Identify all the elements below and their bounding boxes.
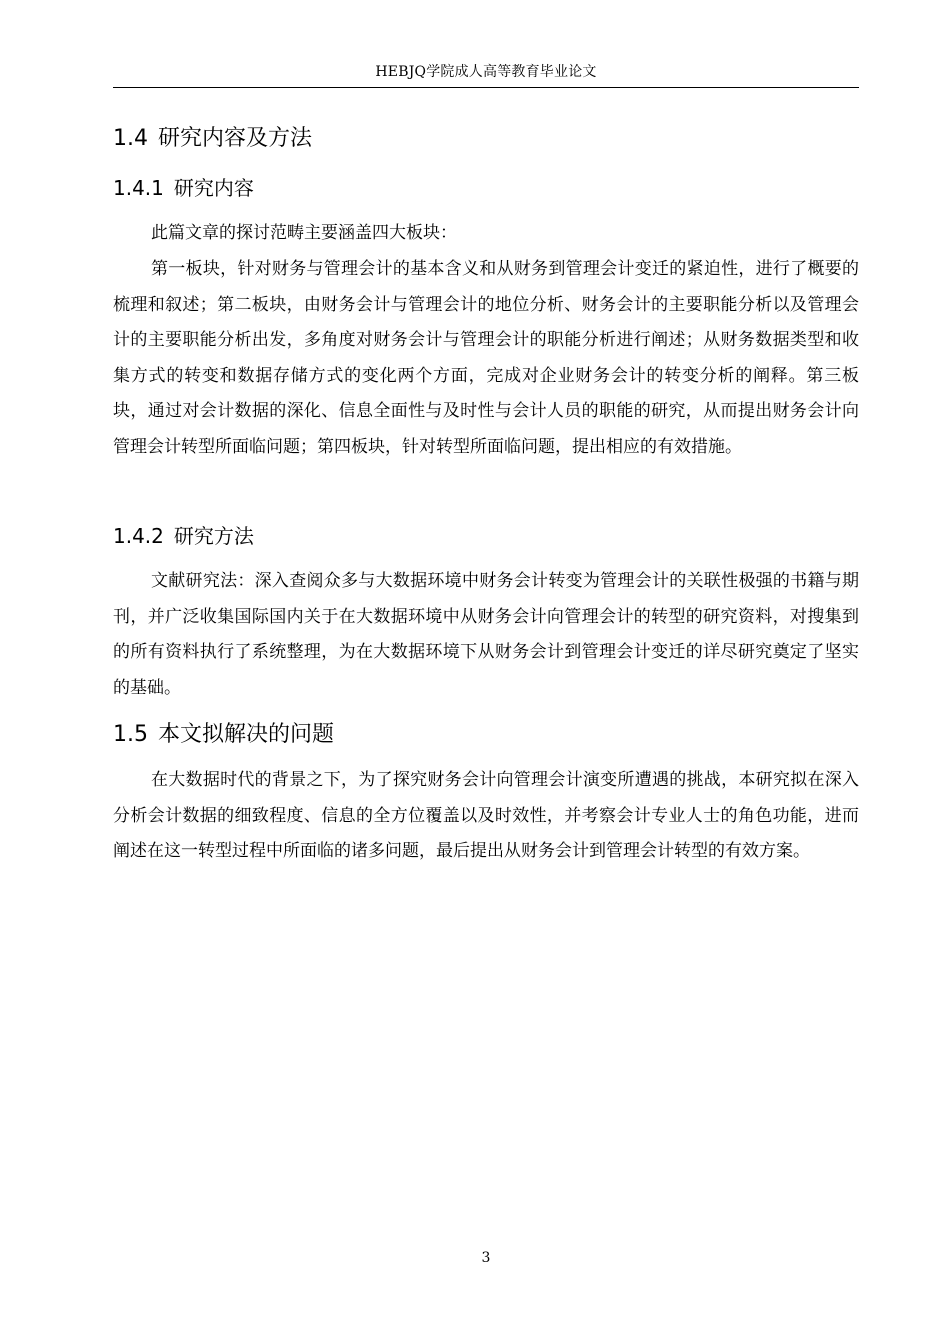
paragraph-scope-intro: 此篇文章的探讨范畴主要涵盖四大板块：: [151, 223, 457, 243]
heading-1-5: [113, 720, 334, 750]
heading-title: 研究内容: [173, 176, 254, 200]
heading-title: 本文拟解决的问题: [158, 722, 335, 747]
running-header: HEBJQ学院成人高等教育毕业论文: [375, 64, 597, 80]
paragraph-four-sections: 第一板块，针对财务与管理会计的基本含义和从财务到管理会计变迁的紧迫性，进行了概要的梳理和叙述；第二板块，由财务会计与管理会计的地位分析、财务会计的主要职能分析以及管理会计的主要职能分析出发，多角度对财务会计与管理会计的职能分析进行阐述；从财务数据类型和收集方式的转变和数据存储方式的变化两个方面，完成对企业财务会计的转变分析的阐释。第三板块，通过对会计数据的深化、信息全面性与及时性与会计人员的职能的研究，从而提出财务会计向管理会计转型所面临问题；第四板块，针对转型所面临问题，提出相应的有效措施。: [113, 259, 859, 457]
paragraph-literature-method: 文献研究法：深入查阅众多与大数据环境中财务会计转变为管理会计的关联性极强的书籍与期刊，并广泛收集国际国内关于在大数据环境中从财务会计向管理会计的转型的研究资料，对搜集到的所有资料执行了系统整理，为在大数据环境下从财务会计到管理会计变迁的详尽研究奠定了坚实的基础。: [113, 571, 859, 698]
heading-1-4-2: [113, 522, 254, 550]
header-divider: [113, 87, 859, 88]
heading-title: 研究内容及方法: [158, 126, 313, 151]
heading-number: 1.4.1: [113, 176, 164, 200]
heading-number: 1.4: [113, 126, 148, 151]
paragraph-problems: 在大数据时代的背景之下，为了探究财务会计向管理会计演变所遭遇的挑战，本研究拟在深入分析会计数据的细致程度、信息的全方位覆盖以及时效性，并考察会计专业人士的角色功能，进而阐述在这一转型过程中所面临的诸多问题，最后提出从财务会计到管理会计转型的有效方案。: [113, 770, 859, 861]
heading-number: 1.5: [113, 722, 148, 747]
heading-1-4-1: [113, 174, 254, 202]
heading-1-4: [113, 124, 312, 154]
heading-title: 研究方法: [173, 524, 254, 548]
page-number: 3: [481, 1250, 491, 1266]
heading-number: 1.4.2: [113, 524, 164, 548]
